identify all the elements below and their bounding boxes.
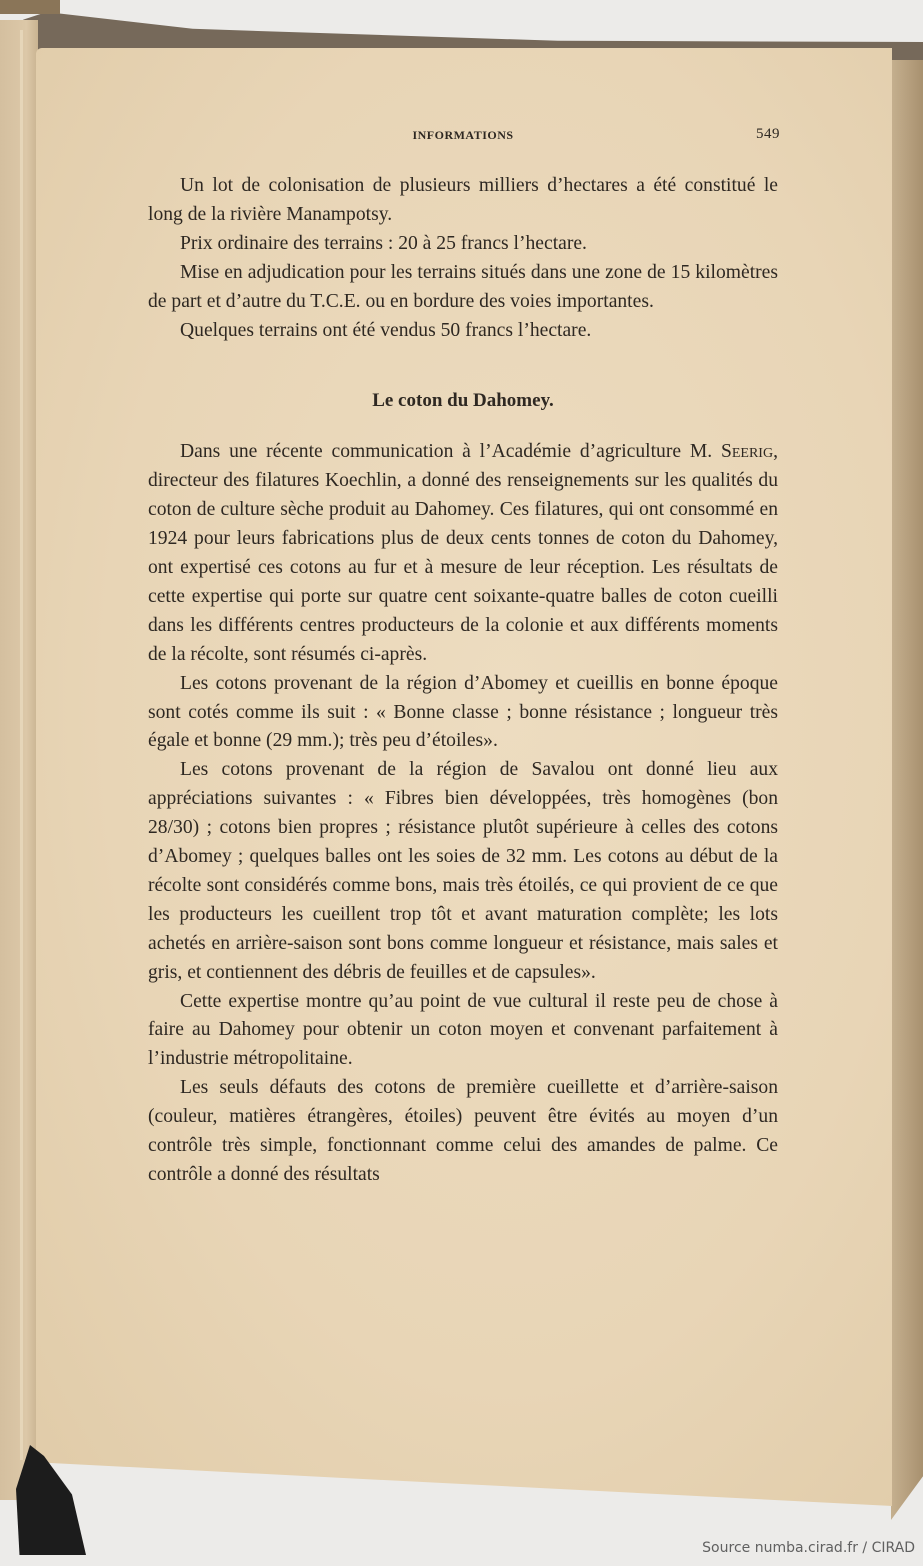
running-title: INFORMATIONS: [412, 128, 514, 142]
paragraph: Un lot de colonisation de plusieurs milliers d’hectares a été constitué le long de la rivière Manampotsy.: [148, 175, 778, 225]
right-page-stack-edge: [891, 60, 923, 1520]
paragraph: [148, 438, 778, 669]
paragraph: Quelques terrains ont été vendus 50 francs l’hectare.: [180, 319, 592, 341]
person-name: Seerig: [720, 441, 774, 463]
paragraph: Cette expertise montre qu’au point de vue cultural il reste peu de chose à faire au Dahomey pour obtenir un coton moyen et convenant parfaitement à l’industrie métropolitaine.: [148, 990, 778, 1070]
paragraph-text: Dans une récente communication à l’Académie d’agriculture M.: [180, 441, 721, 463]
section-title: Le coton du Dahomey.: [372, 390, 554, 412]
paragraph-text: , directeur des filatures Koechlin, a donné des renseignements sur les qualités du coton de culture sèche produit au Dahomey. Ces filatures, qui ont consommé en 1924 pour leurs fabrications plus de deux cents tonnes de coton du Dahomey, ont expertisé ces cotons au fur et à mesure de leur réception. Les résultats de cette expertise qui porte sur quatre cent soixante-quatre balles de coton cueilli dans les différents centres producteurs de la colonie et aux différents moments de la récolte, sont résumés ci-après.: [148, 441, 778, 665]
running-header: [148, 120, 778, 150]
left-page-edge: [0, 20, 38, 1500]
book-spine-strap: [0, 0, 60, 14]
paragraph: Mise en adjudication pour les terrains situés dans une zone de 15 kilomètres de part et d’autre du T.C.E. ou en bordure des voies importantes.: [148, 261, 778, 312]
page-fold-line: [20, 30, 23, 1460]
paragraph: Les cotons provenant de la région de Savalou ont donné lieu aux appréciations suivantes : « Fibres bien développées, très homogènes (bon 28/30) ; cotons bien propres ; résistance plutôt supérieure à celles des cotons d’Abomey ; quelques balles ont les soies de 32 mm. Les cotons au début de la récolte sont considérés comme bons, mais très étoilés, ce qui provient de ce que les producteurs les cueillent trop tôt et avant maturation complète; les lots achetés en arrière-saison sont bons comme longueur et résistance, mais sales et gris, et contiennent des débris de feuilles et de capsules».: [148, 759, 778, 983]
paragraph: Prix ordinaire des terrains : 20 à 25 francs l’hectare.: [180, 232, 587, 254]
intro-block: [148, 172, 778, 345]
page-content: [148, 120, 778, 1190]
paragraph: Les cotons provenant de la région d’Abomey et cueillis en bonne époque sont cotés comme ils suit : « Bonne classe ; bonne résistance ; longueur très égale et bonne (29 mm.); très peu d’étoiles».: [148, 672, 778, 752]
page-number: 549: [756, 126, 780, 142]
paragraph: Les seuls défauts des cotons de première cueillette et d’arrière-saison (couleur, matières étrangères, étoiles) peuvent être évités au moyen d’un contrôle très simple, fonctionnant comme celui des amandes de palme. Ce contrôle a donné des résultats: [148, 1077, 778, 1185]
source-credit: Source numba.cirad.fr / CIRAD: [702, 1540, 915, 1556]
